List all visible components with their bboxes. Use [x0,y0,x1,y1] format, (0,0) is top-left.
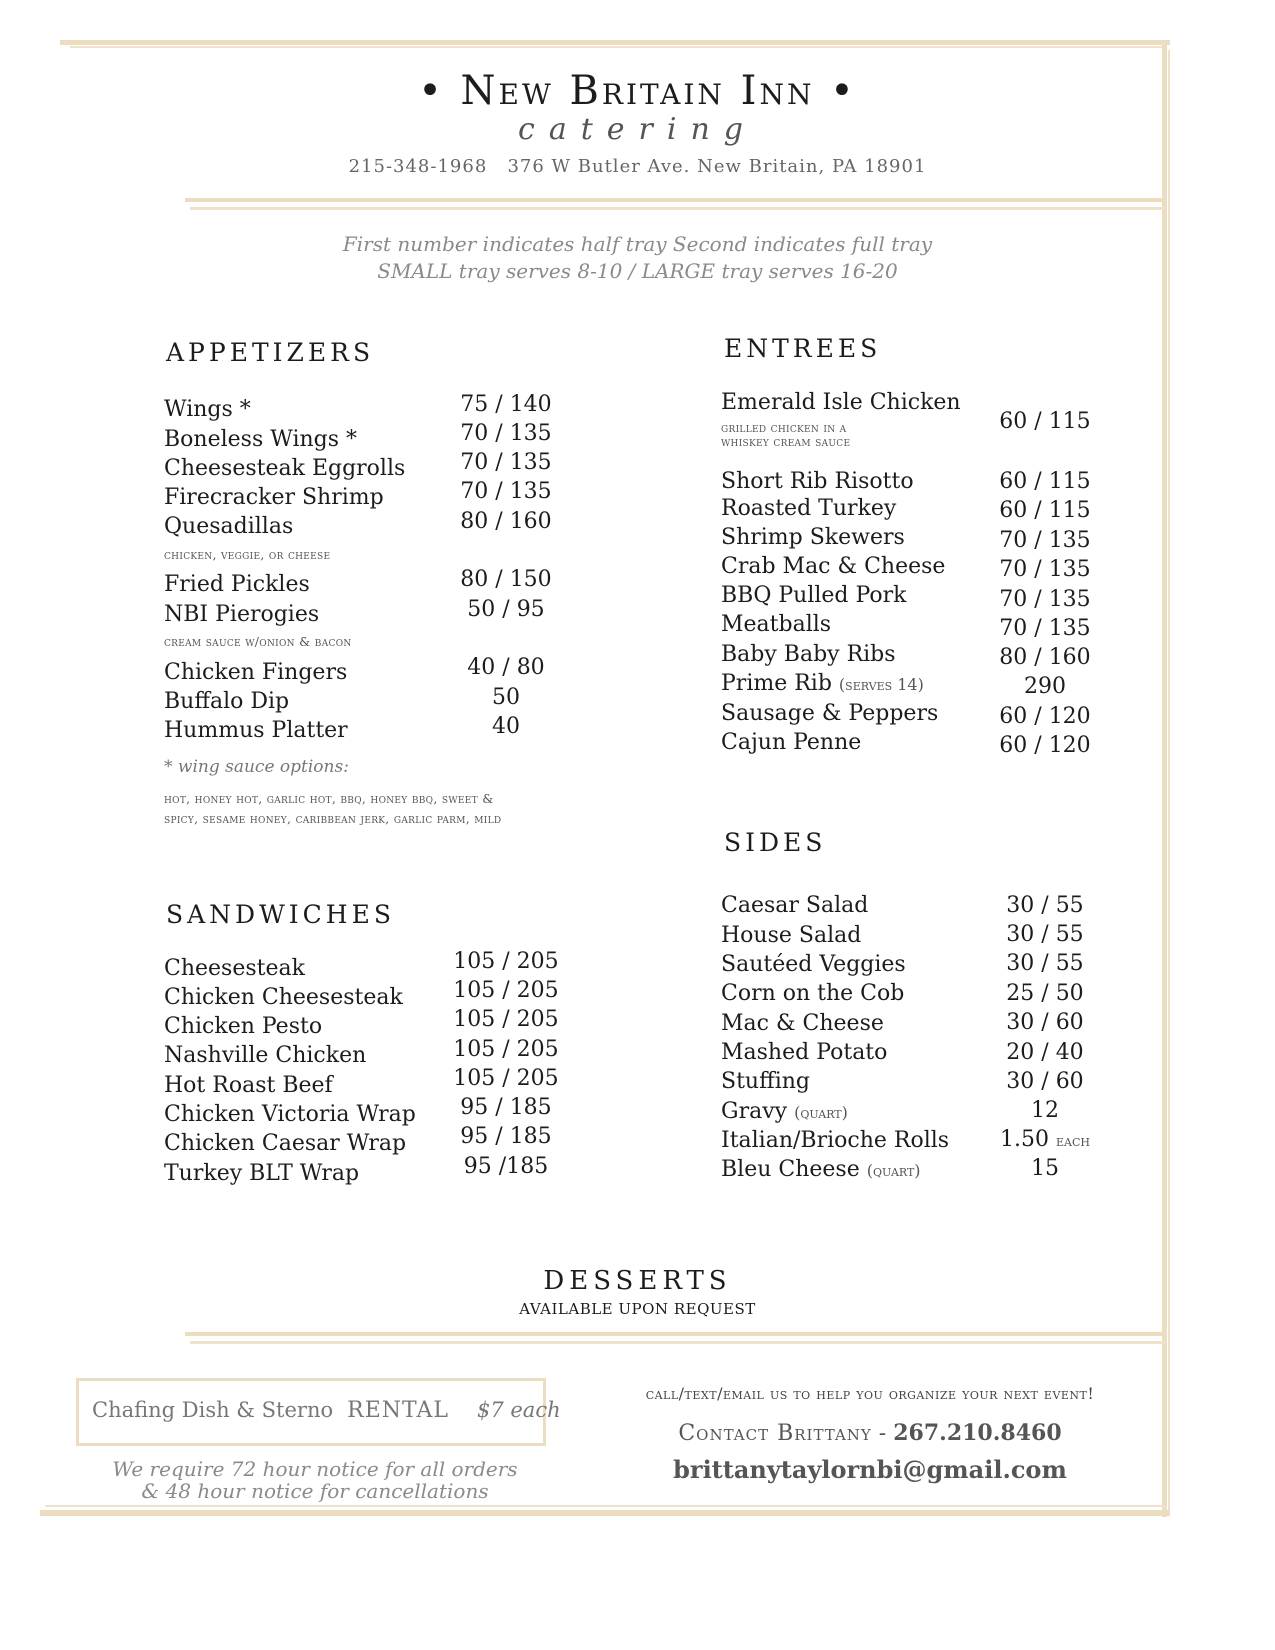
tray-note-2: SMALL tray serves 8-10 / LARGE tray serves 16-20 [377,259,898,283]
menu-item-description: chicken, veggie, or cheese [164,547,331,562]
menu-item-name: Wings * [164,397,251,422]
menu-item-price: 50 [492,685,520,710]
menu-item-name: Shrimp Skewers [721,525,905,550]
prime-rib-name: Prime Rib [721,671,832,696]
menu-item-name: Sautéed Veggies [721,952,906,977]
menu-item-name: Turkey BLT Wrap [164,1161,360,1186]
menu-item-price: 95 / 185 [460,1124,552,1149]
menu-item-price: 290 [1024,674,1066,699]
menu-item-price: 105 / 205 [453,1066,559,1091]
top-border-stroke [60,40,1170,45]
menu-item-price: 75 / 140 [460,392,552,417]
menu-item-name: Quesadillas [164,514,294,539]
menu-item-name: House Salad [721,923,862,948]
menu-item-price: 60 / 120 [999,733,1091,758]
street-address: 376 W Butler Ave. New Britain, PA 18901 [507,156,927,177]
menu-item-name: Chicken Pesto [164,1014,323,1039]
menu-item-name: Cheesesteak Eggrolls [164,456,406,481]
menu-item-price: 70 / 135 [999,528,1091,553]
notice-line-2: & 48 hour notice for cancellations [141,1479,489,1503]
gravy-unit-note: (quart) [794,1103,848,1122]
menu-item-price: 40 [492,714,520,739]
brand-name: New Britain Inn [460,68,815,114]
menu-item-description: grilled chicken in a [721,420,847,435]
menu-item-name: Roasted Turkey [721,496,897,521]
phone-number: 215-348-1968 [348,156,488,177]
tray-note-1: First number indicates half tray Second indicates full tray [342,232,933,256]
footer-divider-stroke-2 [190,1341,1165,1344]
rental-item: Chafing Dish & Sterno [92,1398,334,1422]
contact-line [570,1420,1170,1446]
menu-item-price: 60 / 115 [999,409,1091,434]
contact-name: Contact Brittany [678,1421,872,1446]
menu-item-name: Cajun Penne [721,730,862,755]
menu-item-name: Fried Pickles [164,572,310,597]
menu-item-price: 70 / 135 [999,587,1091,612]
desserts-subtitle: AVAILABLE UPON REQUEST [519,1300,756,1318]
menu-item-name: Crab Mac & Cheese [721,554,946,579]
rolls-price-unit: each [1056,1131,1090,1150]
bullet-right-icon: • [830,68,857,114]
menu-item-name: Chicken Cheesesteak [164,985,403,1010]
menu-item-name [721,1099,848,1124]
address-line [0,156,1275,177]
sides-heading: SIDES [724,828,827,857]
menu-item-name: Caesar Salad [721,893,869,918]
notice-text [80,1458,550,1502]
brand-subtitle: catering [518,112,757,147]
menu-item-price: 15 [1031,1156,1059,1181]
bleu-cheese-name: Bleu Cheese [721,1157,860,1182]
bottom-border-stroke-2 [45,1505,1165,1507]
entrees-heading: ENTREES [724,334,882,363]
menu-item-price: 30 / 60 [1006,1069,1084,1094]
contact-phone: 267.210.8460 [893,1420,1062,1446]
menu-item-price: 70 / 135 [460,479,552,504]
menu-item-price: 60 / 115 [999,469,1091,494]
rental-text [92,1398,561,1423]
footer-divider-stroke [185,1332,1165,1336]
appetizers-heading: APPETIZERS [166,338,375,367]
menu-item-price: 105 / 205 [453,949,559,974]
menu-item-name: Stuffing [721,1069,810,1094]
notice-line-1: We require 72 hour notice for all orders [112,1457,518,1481]
menu-item-price: 70 / 135 [460,450,552,475]
menu-item-name [721,671,924,696]
menu-item-price: 80 / 160 [999,645,1091,670]
bottom-border-stroke [40,1510,1170,1516]
rolls-price: 1.50 [1000,1127,1049,1152]
menu-item-price: 25 / 50 [1006,981,1084,1006]
menu-item-price: 80 / 160 [460,509,552,534]
menu-item-price: 105 / 205 [453,1007,559,1032]
menu-item-description: cream sauce w/onion & bacon [164,634,352,649]
menu-item-price: 12 [1031,1098,1059,1123]
header-divider-stroke-2 [190,207,1165,210]
menu-item-price: 30 / 55 [1006,922,1084,947]
wing-sauce-title: * wing sauce options: [164,757,349,777]
menu-item-name: Mashed Potato [721,1040,888,1065]
menu-item-name: Firecracker Shrimp [164,485,384,510]
menu-item-price: 60 / 115 [999,498,1091,523]
menu-item-name: Meatballs [721,612,832,637]
menu-item-name: Sausage & Peppers [721,701,939,726]
menu-item-price: 80 / 150 [460,567,552,592]
menu-item-name: Chicken Victoria Wrap [164,1102,416,1127]
brand-title [0,68,1275,114]
menu-item-name: Italian/Brioche Rolls [721,1128,950,1153]
wing-sauce-list-2: spicy, sesame honey, caribbean jerk, garlic parm, mild [164,811,502,826]
call-to-action: call/text/email us to help you organize your next event! [645,1384,1095,1403]
menu-item-name: Chicken Fingers [164,660,348,685]
menu-item-price: 95 / 185 [460,1095,552,1120]
desserts-heading: DESSERTS [543,1266,732,1296]
menu-item-description: whiskey cream sauce [721,434,851,449]
menu-item-name: Corn on the Cob [721,981,905,1006]
header-divider-stroke [185,198,1165,202]
menu-item-name: Mac & Cheese [721,1011,884,1036]
menu-item-name: BBQ Pulled Pork [721,583,907,608]
menu-item-price: 70 / 135 [460,421,552,446]
rental-word: RENTAL [347,1398,449,1423]
top-border-stroke-2 [70,46,1165,48]
prime-rib-serving-note: (serves 14) [838,675,924,694]
contact-separator: - [871,1421,894,1446]
menu-item-price: 40 / 80 [467,655,545,680]
menu-item-price: 70 / 135 [999,557,1091,582]
menu-item-price: 30 / 55 [1006,893,1084,918]
menu-item-name: Emerald Isle Chicken [721,390,961,415]
menu-item-price: 60 / 120 [999,704,1091,729]
menu-item-price: 95 /185 [463,1154,549,1179]
menu-item-price: 30 / 60 [1006,1010,1084,1035]
menu-item-name: Nashville Chicken [164,1043,367,1068]
sandwiches-heading: SANDWICHES [166,900,395,929]
menu-item-price: 20 / 40 [1006,1040,1084,1065]
menu-item-price: 105 / 205 [453,1037,559,1062]
menu-item-price [980,1127,1110,1152]
menu-item-name: Short Rib Risotto [721,469,914,494]
menu-item-name: Hummus Platter [164,718,348,743]
menu-item-name: Hot Roast Beef [164,1073,333,1098]
menu-item-name [721,1157,921,1182]
contact-email: brittanytaylornbi@gmail.com [673,1455,1067,1484]
menu-item-name: NBI Pierogies [164,602,320,627]
menu-item-name: Buffalo Dip [164,689,290,714]
wing-sauce-list-1: hot, honey hot, garlic hot, bbq, honey bbq, sweet & [164,791,494,806]
menu-item-name: Boneless Wings * [164,427,358,452]
bleu-cheese-unit-note: (quart) [866,1161,921,1180]
gravy-name: Gravy [721,1099,788,1124]
bullet-left-icon: • [418,68,445,114]
menu-item-price: 50 / 95 [467,597,545,622]
menu-item-price: 70 / 135 [999,616,1091,641]
menu-item-price: 30 / 55 [1006,951,1084,976]
menu-item-name: Cheesesteak [164,956,305,981]
rental-price: $7 each [476,1398,561,1422]
menu-item-name: Baby Baby Ribs [721,642,896,667]
menu-item-name: Chicken Caesar Wrap [164,1131,407,1156]
menu-item-price: 105 / 205 [453,978,559,1003]
